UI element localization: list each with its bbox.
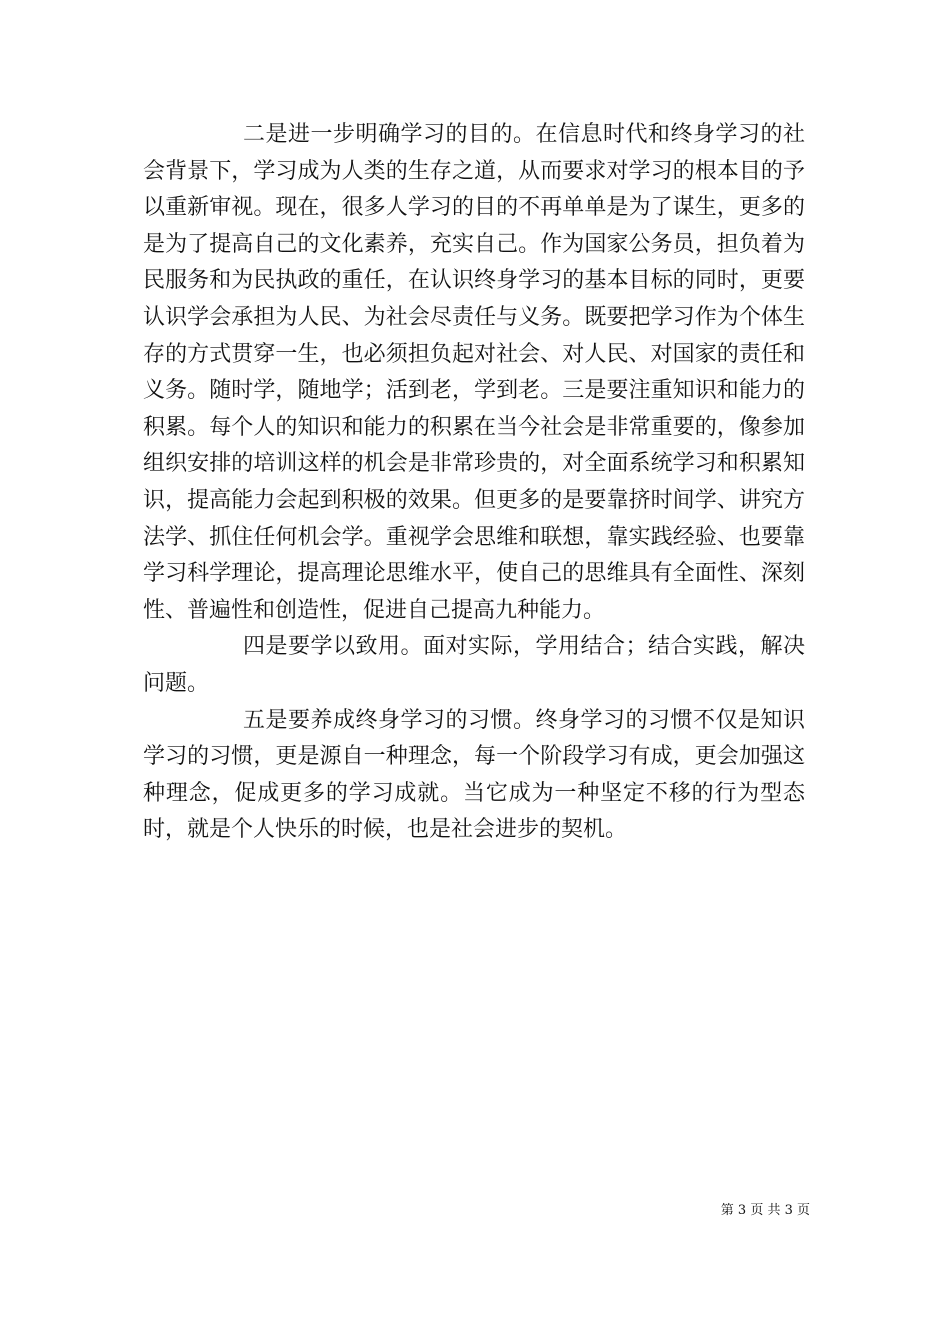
page-number-footer: 第 3 页 共 3 页	[720, 1203, 810, 1218]
document-body	[143, 117, 805, 849]
paragraph-learning-purpose: 二是进一步明确学习的目的。在信息时代和终身学习的社会背景下，学习成为人类的生存之道，从而要求对学习的根本目的予以重新审视。现在，很多人学习的目的不再单单是为了谋生，更多的是为了提高自己的文化素养，充实自己。作为国家公务员，担负着为民服务和为民执政的重任，在认识终身学习的基本目标的同时，更要认识学会承担为人民、为社会尽责任与义务。既要把学习作为个体生存的方式贯穿一生，也必须担负起对社会、对人民、对国家的责任和义务。随时学，随地学；活到老，学到老。三是要注重知识和能力的积累。每个人的知识和能力的积累在当今社会是非常重要的，像参加组织安排的培训这样的机会是非常珍贵的，对全面系统学习和积累知识，提高能力会起到积极的效果。但更多的是要靠挤时间学、讲究方法学、抓住任何机会学。重视学会思维和联想，靠实践经验、也要靠学习科学理论，提高理论思维水平，使自己的思维具有全面性、深刻性、普遍性和创造性，促进自己提高九种能力。	[143, 122, 805, 623]
paragraph-lifelong-habit: 五是要养成终身学习的习惯。终身学习的习惯不仅是知识学习的习惯，更是源自一种理念，每一个阶段学习有成，更会加强这种理念，促成更多的学习成就。当它成为一种坚定不移的行为型态时，就是个人快乐的时候，也是社会进步的契机。	[143, 707, 805, 843]
paragraph-apply-learning: 四是要学以致用。面对实际，学用结合；结合实践，解决问题。	[143, 634, 805, 696]
